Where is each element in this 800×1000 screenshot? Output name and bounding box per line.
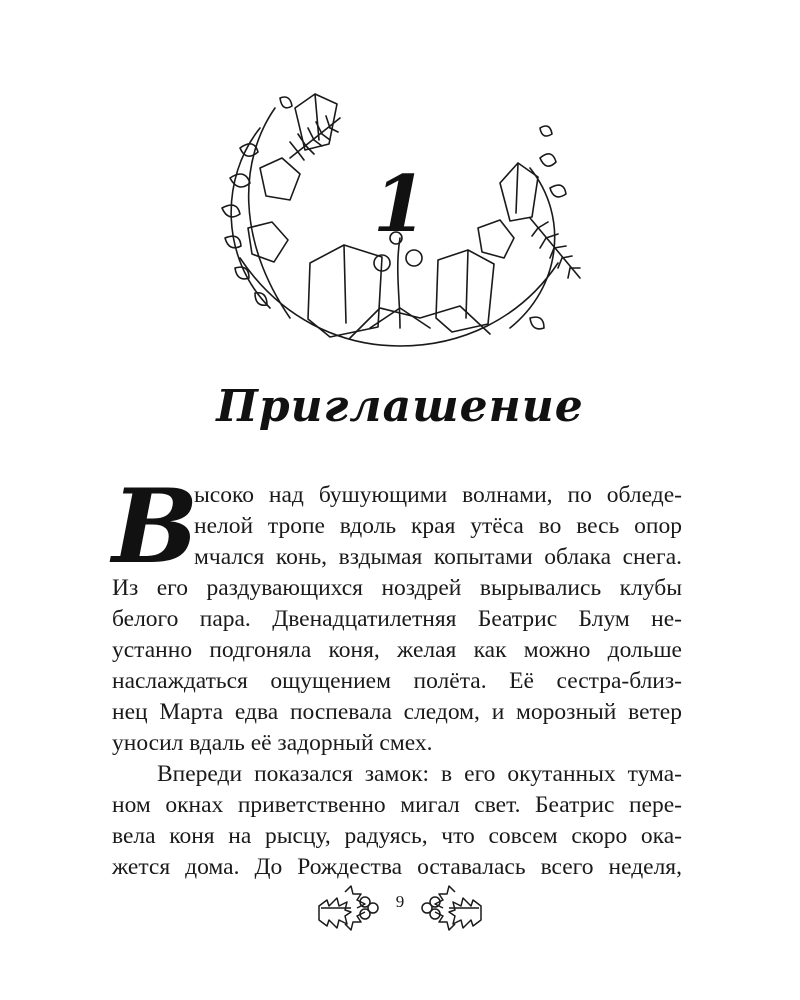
drop-cap: В [112, 467, 199, 587]
page-number: 9 [395, 892, 405, 911]
text-line: Впереди показался замок: в его окутанных тума- [157, 761, 682, 787]
text-line: уносил вдаль её задорный смех. [112, 730, 433, 756]
text-line: нелой тропе вдоль края утёса во весь опор [194, 513, 682, 539]
chapter-title: Приглашение [216, 381, 584, 432]
text-line: жется дома. До Рождества оставалась всего неделя, [112, 854, 682, 880]
text-line: устанно подгоняла коня, желая как можно дольше [112, 637, 682, 663]
text-line: нец Марта едва поспевала следом, и морозный ветер [112, 699, 682, 725]
holly-left-icon [315, 878, 385, 938]
text-line: Из его раздувающихся ноздрей вырывались клубы [112, 575, 682, 601]
body-text [112, 480, 682, 883]
text-line: ысоко над бушующими волнами, по обледе- [194, 482, 682, 508]
text-line: вела коня на рысцу, радуясь, что совсем скоро ока- [112, 823, 682, 849]
chapter-number: 1 [372, 159, 428, 250]
holly-right-icon [415, 878, 485, 938]
page-footer [0, 878, 800, 938]
text-line: мчался конь, вздымая копытами облака снега. [194, 544, 682, 570]
text-line: белого пара. Двенадцатилетняя Беатрис Блум не- [112, 606, 682, 632]
text-line: ном окнах приветственно мигал свет. Беатрис пере- [112, 792, 682, 818]
text-line: наслаждаться ощущением полёта. Её сестра-близ- [112, 668, 682, 694]
